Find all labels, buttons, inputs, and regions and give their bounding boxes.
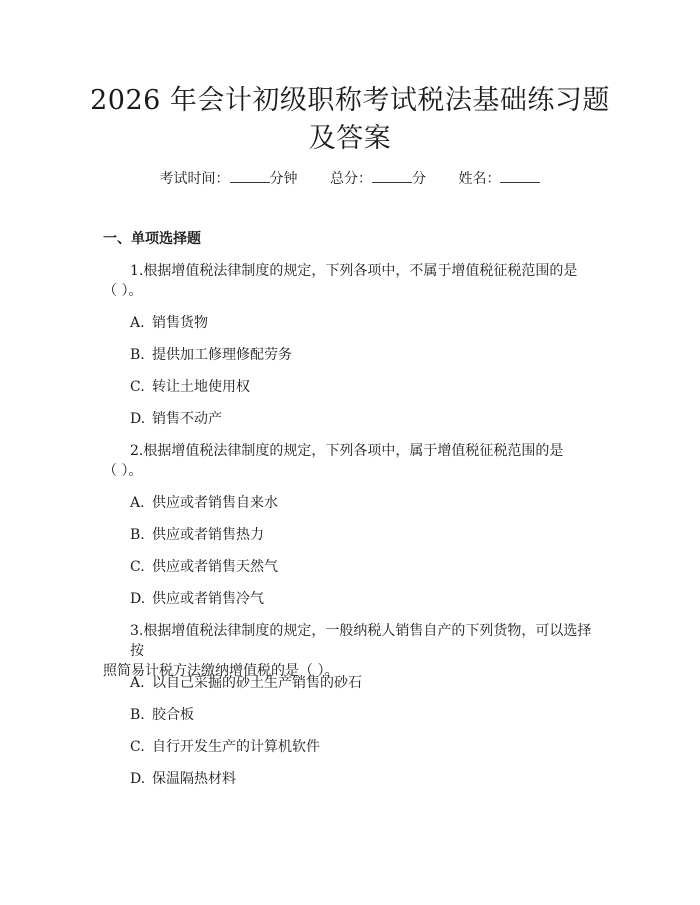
exam-time-blank [230,168,270,183]
option-letter: B. [130,707,145,723]
option-text: 自行开发生产的计算机软件 [152,739,320,755]
question-3-line2: 照简易计税方法缴纳增值税的是（ ）。 [103,663,339,679]
option-text: 胶合板 [152,707,194,723]
option-letter: A. [130,675,145,691]
question-3 [103,621,603,681]
option-letter: C. [130,559,145,575]
question-1-option-a [130,313,208,333]
option-letter: D. [130,411,146,427]
option-text: 供应或者销售自来水 [152,495,278,511]
option-letter: D. [130,591,146,607]
question-1-option-b [130,345,292,365]
question-3-option-d [130,769,236,789]
option-text: 转让土地使用权 [152,379,250,395]
option-letter: B. [130,527,145,543]
total-score-unit: 分 [412,171,426,187]
option-text: 保温隔热材料 [152,771,236,787]
option-letter: D. [130,771,146,787]
question-2-option-c [130,557,278,577]
question-2-line2: （ ）。 [103,463,143,479]
question-3-option-b [130,705,194,725]
question-2 [103,441,603,481]
question-1 [103,261,603,301]
total-score-label: 总分： [330,171,372,187]
question-3-option-c [130,737,320,757]
question-2-option-d [130,589,264,609]
option-letter: A. [130,315,145,331]
option-text: 销售货物 [152,315,208,331]
option-letter: B. [130,347,145,363]
question-1-option-d [130,409,222,429]
page-title: 2026 年会计初级职称考试税法基础练习题及答案 [90,85,610,154]
question-1-option-c [130,377,250,397]
question-2-option-b [130,525,264,545]
option-text: 供应或者销售热力 [152,527,264,543]
option-text: 销售不动产 [152,411,222,427]
student-name-blank [500,168,540,183]
student-name [458,171,540,187]
question-1-line2: （ ）。 [103,283,143,299]
exam-meta [0,168,700,189]
option-letter: C. [130,739,145,755]
option-text: 供应或者销售冷气 [152,591,264,607]
option-letter: C. [130,379,145,395]
question-3-option-a [130,673,362,693]
section-title: 一、单项选择题 [103,231,201,247]
question-1-line1: 1.根据增值税法律制度的规定，下列各项中，不属于增值税征税范围的是 [130,263,578,279]
exam-time-unit: 分钟 [269,171,298,187]
option-text: 供应或者销售天然气 [152,559,278,575]
total-score-blank [372,168,412,183]
question-2-line1: 2.根据增值税法律制度的规定，下列各项中，属于增值税征税范围的是 [130,443,564,459]
exam-time-label: 考试时间： [159,171,230,187]
option-letter: A. [130,495,145,511]
question-2-option-a [130,493,278,513]
option-text: 提供加工修理修配劳务 [152,347,292,363]
option-text: 以自己采掘的砂土生产销售的砂石 [152,675,362,691]
student-name-label: 姓名： [458,171,501,187]
exam-time [160,171,302,187]
total-score [330,171,430,187]
question-3-line1: 3.根据增值税法律制度的规定，一般纳税人销售自产的下列货物，可以选择按 [130,623,592,659]
